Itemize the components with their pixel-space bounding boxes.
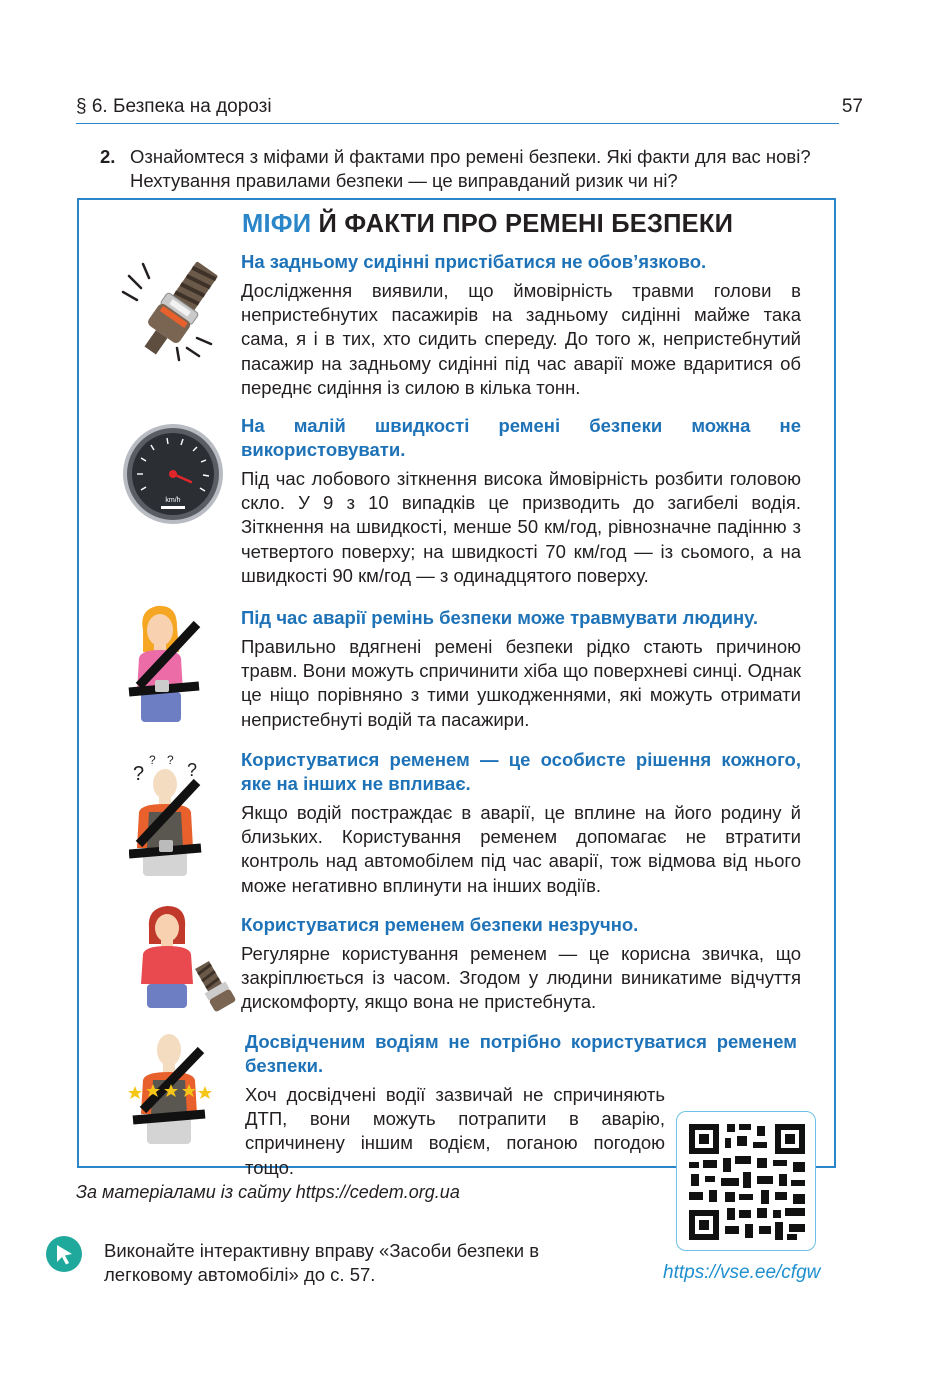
qr-link[interactable]: https://vse.ee/cfgw (663, 1262, 821, 1283)
myth-item-4 (241, 748, 801, 898)
speedometer-unit: km/h (165, 497, 181, 504)
svg-text:?: ? (133, 763, 145, 785)
myth-item-1 (241, 250, 801, 400)
interactive-exercise-text: Виконайте інтерактивну вправу «Засоби безпеки в легковому автомобілі» до с. 57. (104, 1240, 540, 1285)
experienced-driver-icon (127, 1028, 239, 1152)
task-number: 2. (100, 146, 116, 167)
woman-buckle-icon (137, 904, 237, 1014)
myth-heading: Досвідченим водіям не потрібно користуватися ременем безпеки. (245, 1031, 797, 1076)
box-title-highlight: МІФИ (242, 210, 312, 238)
myth-heading: На задньому сидінні пристібатися не обов’язково. (241, 251, 707, 272)
fact-text: Дослідження виявили, що ймовірність травми голови в непристебнутих пасажирів на задньому сидінні майже така сама, я і в тих, хто сидить спереду. До того ж, непристебнутий пасажир на задньому сидінні під час аварії може вдаритися об переднє сидіння із силою в кілька тонн. (241, 280, 801, 398)
page-number: 57 (841, 96, 863, 117)
section-title: § 6. Безпека на дорозі (76, 96, 272, 117)
svg-text:?: ? (187, 760, 198, 780)
woman-seatbelt-icon (125, 600, 215, 730)
fact-text: Правильно вдягнені ремені безпеки рідко стають причиною травм. Вони можуть спричинити хіба що поверхневі синці. Однак це ніщо порівняно з тими ушкодженнями, які можуть отримати непристебнуті водій та пасажири. (241, 636, 801, 730)
interactive-cursor-icon[interactable] (46, 1236, 82, 1272)
task-text: Ознайомтеся з міфами й фактами про ремені безпеки. Які факти для вас нові? Нехтування правилами безпеки — це виправданий ризик чи ні? (130, 146, 811, 191)
myth-item-2 (241, 414, 801, 588)
fact-text: Регулярне користування ременем — це корисна звичка, що закріплюється із часом. Згодом у людини виникатиме відчуття дискомфорту, якщо вона не пристебнута. (241, 943, 801, 1013)
myth-item-5 (241, 913, 801, 1015)
svg-text:?: ? (149, 753, 156, 767)
fact-text: Під час лобового зіткнення висока ймовірність розбити головою скло. У 9 з 10 випадків це призводить до загибелі водія. Зіткнення на швидкості, менше 50 км/год, рівнозначне падінню з четвертого поверху; на швидкості 70 км/год — із сьомого, а на швидкості 90 км/год — з одинадцятого поверху. (241, 468, 801, 586)
seatbelt-buckle-icon (117, 252, 227, 362)
qr-code-icon (677, 1112, 817, 1252)
myth-heading: Користуватися ременем — це особисте рішення кожного, яке на інших не впливає. (241, 749, 801, 794)
speedometer-icon (121, 422, 225, 526)
myth-heading: Користуватися ременем безпеки незручно. (241, 914, 639, 935)
qr-code-card[interactable] (676, 1111, 816, 1251)
myth-heading: Під час аварії ремінь безпеки може травмувати людину. (241, 607, 758, 628)
myths-facts-box (77, 198, 836, 1178)
source-note: За матеріалами із сайту https://cedem.org.ua (76, 1182, 460, 1202)
box-title (242, 210, 733, 239)
task-2 (100, 145, 845, 193)
fact-text: Хоч досвідчені водії зазвичай не спричиняють ДТП, вони можуть потрапити в аварію, спричинену іншим водієм, поганою погодою тощо. (245, 1084, 665, 1178)
myth-item-3 (241, 606, 801, 732)
box-title-rest: Й ФАКТИ ПРО РЕМЕНІ БЕЗПЕКИ (311, 210, 734, 238)
fact-text: Якщо водій постраждає в аварії, це вплине на його родину й близьких. Користування ременем допомагає не втратити контроль над автомобілем під час аварії, тож відмова від нього може негативно вплинути на інших водіїв. (241, 802, 801, 896)
svg-text:?: ? (167, 753, 174, 767)
page-header (76, 94, 863, 124)
myth-heading: На малій швидкості ремені безпеки можна не використовувати. (241, 415, 801, 460)
confused-man-seatbelt-icon (129, 752, 229, 882)
